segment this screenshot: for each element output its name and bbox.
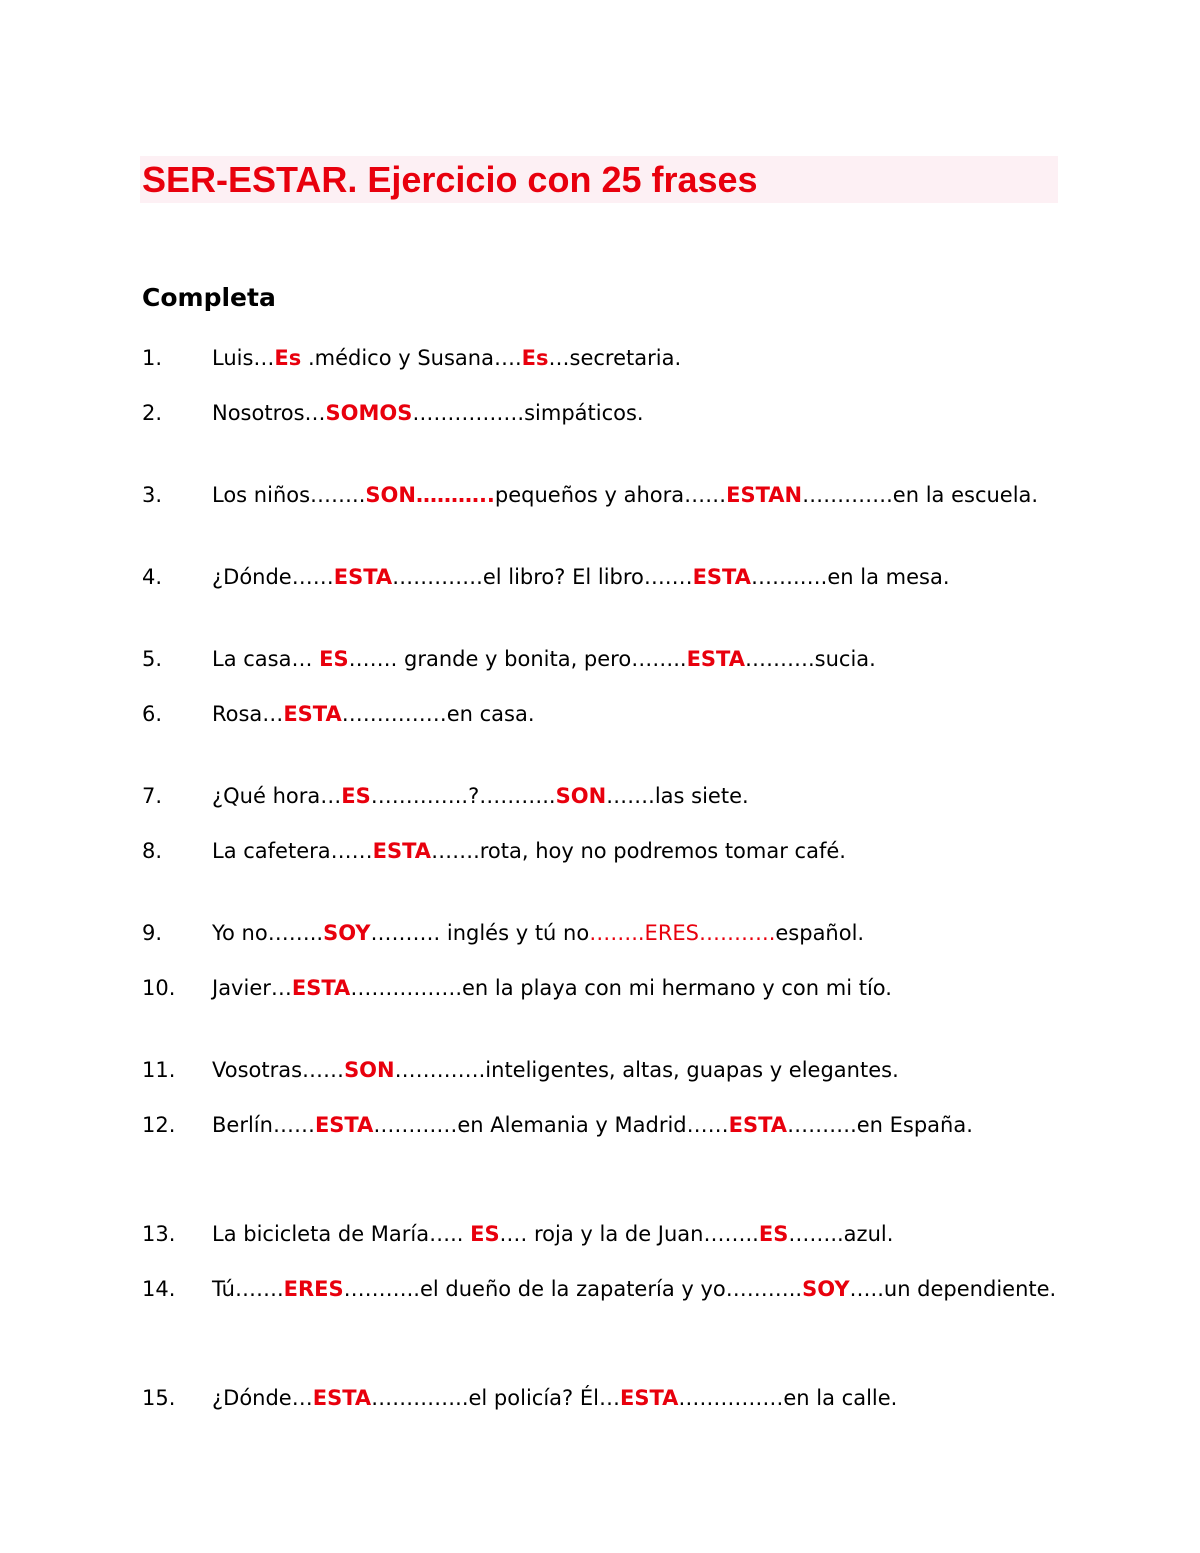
answer: ESTA — [314, 1113, 374, 1137]
item-text: ¿Dónde… — [212, 1386, 313, 1410]
item-text: ……..azul. — [788, 1222, 894, 1246]
item-number: 5. — [142, 647, 163, 671]
item-text: Luis… — [212, 346, 275, 370]
exercise-item — [142, 481, 1060, 509]
answer: ESTA — [291, 976, 351, 1000]
answer: ES — [470, 1222, 500, 1246]
item-number: 6. — [142, 702, 163, 726]
item-number: 9. — [142, 921, 163, 945]
item-text: ……. grande y bonita, pero…….. — [348, 647, 687, 671]
exercise-item — [142, 1275, 1060, 1303]
answer: ESTA — [312, 1386, 372, 1410]
exercise-item — [142, 399, 1060, 427]
item-text: Vosotras…… — [212, 1058, 345, 1082]
item-number: 2. — [142, 401, 163, 425]
answer: Es — [274, 346, 302, 370]
item-text: ¿Qué hora… — [212, 784, 342, 808]
item-text: ………….inteligentes, altas, guapas y elegantes. — [394, 1058, 899, 1082]
item-text: .médico y Susana…. — [301, 346, 522, 370]
item-text: Berlín…… — [212, 1113, 315, 1137]
answer: ESTA — [283, 702, 342, 726]
exercise-item — [142, 1220, 1060, 1248]
answer: ESTA — [686, 647, 745, 671]
exercise-item — [142, 645, 1060, 673]
exercise-item — [142, 919, 1060, 947]
item-text: ………….en la escuela. — [802, 483, 1039, 507]
answer: ES — [319, 647, 349, 671]
answer: ESTA — [728, 1113, 788, 1137]
item-number: 14. — [142, 1277, 176, 1301]
item-text: ……….sucia. — [744, 647, 876, 671]
answer: ES — [341, 784, 371, 808]
exercise-item — [142, 782, 1060, 810]
item-text: …………..?……….. — [370, 784, 556, 808]
item-text: .… roja y la de Juan…….. — [499, 1222, 759, 1246]
item-text: Rosa… — [212, 702, 284, 726]
item-text: Javier… — [212, 976, 292, 1000]
item-text: ………. inglés y tú no — [370, 921, 590, 945]
item-text: La bicicleta de María….. — [212, 1222, 471, 1246]
item-text: …………en Alemania y Madrid…… — [373, 1113, 729, 1137]
item-number: 8. — [142, 839, 163, 863]
item-number: 4. — [142, 565, 163, 589]
answer: SON — [344, 1058, 395, 1082]
exercise-item — [142, 344, 1060, 372]
item-text: ……………en la calle. — [678, 1386, 898, 1410]
item-text: …….rota, hoy no podremos tomar café. — [431, 839, 846, 863]
item-text: La cafetera…… — [212, 839, 373, 863]
item-number: 13. — [142, 1222, 176, 1246]
answer: ESTA — [619, 1386, 679, 1410]
answer: ……..ERES……….. — [589, 921, 776, 945]
answer: SOMOS — [325, 401, 413, 425]
exercise-item — [142, 563, 1060, 591]
item-text: ………..el dueño de la zapatería y yo……….. — [343, 1277, 803, 1301]
answer: ERES — [283, 1277, 344, 1301]
item-text: …………….en la playa con mi hermano y con mi tío. — [350, 976, 892, 1000]
item-number: 12. — [142, 1113, 176, 1137]
answer: SON — [555, 784, 607, 808]
item-text: ……….en España. — [787, 1113, 973, 1137]
exercise-item — [142, 837, 1060, 865]
item-text: Yo no…….. — [212, 921, 324, 945]
item-text: ……………en casa. — [341, 702, 535, 726]
item-text: …….….en la mesa. — [751, 565, 950, 589]
exercise-item — [142, 974, 1060, 1002]
exercise-item — [142, 1384, 1060, 1412]
answer: ES — [758, 1222, 789, 1246]
answer: ESTA — [372, 839, 432, 863]
item-text: La casa… — [212, 647, 320, 671]
item-number: 11. — [142, 1058, 176, 1082]
item-text: …….las siete. — [606, 784, 749, 808]
item-text: …………….simpáticos. — [412, 401, 644, 425]
answer: SOY — [802, 1277, 850, 1301]
exercise-item — [142, 700, 1060, 728]
section-heading: Completa — [142, 283, 276, 312]
answer: SOY — [323, 921, 371, 945]
answer: Es — [521, 346, 549, 370]
item-text: ………….el libro? El libro….… — [392, 565, 693, 589]
item-text: Los niños…….. — [212, 483, 366, 507]
page-title: SER-ESTAR. Ejercicio con 25 frases — [142, 159, 758, 200]
item-number: 1. — [142, 346, 163, 370]
exercise-item — [142, 1111, 1060, 1139]
answer: SON……….. — [365, 483, 495, 507]
item-text: …………..el policía? Él… — [371, 1386, 620, 1410]
item-text: pequeños y ahora…… — [494, 483, 727, 507]
answer: ESTAN — [726, 483, 803, 507]
item-number: 3. — [142, 483, 163, 507]
answer: ESTA — [333, 565, 393, 589]
answer: ESTA — [692, 565, 751, 589]
item-text: Tú……. — [212, 1277, 284, 1301]
item-text: …secretaria. — [548, 346, 682, 370]
exercise-item — [142, 1056, 1060, 1084]
item-text: …..un dependiente. — [849, 1277, 1057, 1301]
item-number: 10. — [142, 976, 176, 1000]
item-text: ¿Dónde…… — [212, 565, 334, 589]
item-number: 7. — [142, 784, 163, 808]
item-text: Nosotros… — [212, 401, 326, 425]
item-number: 15. — [142, 1386, 176, 1410]
item-text: español. — [775, 921, 865, 945]
